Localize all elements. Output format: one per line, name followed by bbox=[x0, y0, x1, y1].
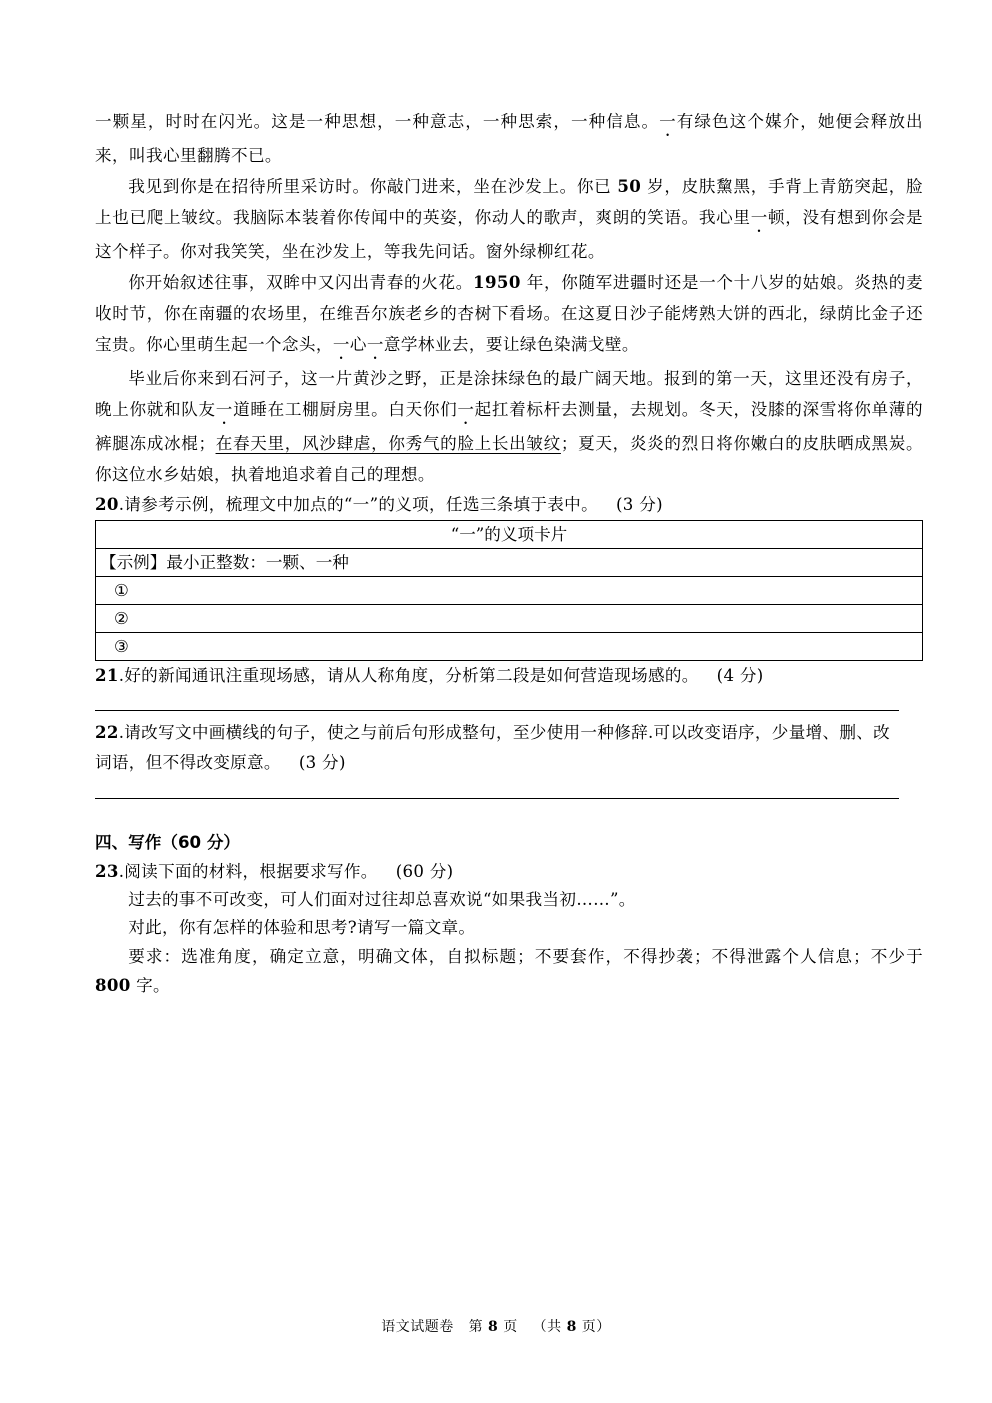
question-text: .阅读下面的材料，根据要求写作。 bbox=[118, 862, 378, 881]
footer-total-pre: （共 bbox=[532, 1319, 567, 1335]
question-text: .请改写文中画横线的句子，使之与前后句形成整句，至少使用一种修辞.可以改变语序，少量增、删、改词语，但不得改变原意。 bbox=[95, 723, 891, 772]
question-number: 20 bbox=[95, 494, 119, 514]
question-number: 22 bbox=[95, 722, 119, 742]
table-row bbox=[96, 633, 923, 661]
question-number: 23 bbox=[95, 861, 119, 881]
spacer bbox=[95, 799, 923, 829]
p3-text-d: 意学林业去，要让绿色染满戈壁。 bbox=[383, 335, 639, 354]
dotted-yi: 一 bbox=[457, 400, 475, 419]
p2-text-a: 我见到你是在招待所里采访时。你敲门进来，坐在沙发上。你已 bbox=[128, 177, 618, 196]
p1-text-a: 一颗星，时时在闪光。这是一种思想，一种意志，一种思索，一种信息。 bbox=[95, 112, 660, 131]
dotted-yi: 一 bbox=[215, 400, 234, 419]
question-21 bbox=[95, 661, 923, 690]
p4-text-d: ；夏天，炎炎的烈日将你嫩白的皮肤晒成黑炭。你这位水乡姑娘，执着地追求着自己的理想。 bbox=[95, 434, 923, 484]
p3-text-c: 心 bbox=[349, 335, 367, 354]
meaning-card-table bbox=[95, 520, 923, 661]
table-row bbox=[96, 549, 923, 577]
question-score: (60 分) bbox=[395, 862, 454, 881]
passage-paragraph-1 bbox=[95, 106, 923, 171]
material-line-2: 对此，你有怎样的体验和思考?请写一篇文章。 bbox=[128, 918, 476, 937]
p3-text-a: 你开始叙述往事，双眸中又闪出青春的火花。 bbox=[128, 273, 473, 292]
page-content bbox=[95, 106, 923, 1000]
page-footer bbox=[0, 1316, 992, 1336]
table-example-cell: 【示例】最小正整数：一颗、一种 bbox=[96, 549, 923, 577]
dotted-yi: 一 bbox=[659, 112, 677, 131]
p4-text-c: 起扛着标杆去测量，去规划。冬天，没膝的深雪将你单薄的裤腿冻成冰棍； bbox=[95, 400, 924, 453]
answer-line-21[interactable] bbox=[95, 710, 899, 711]
question-20 bbox=[95, 490, 923, 519]
table-header: “一”的义项卡片 bbox=[96, 521, 923, 549]
question-23 bbox=[95, 857, 923, 886]
section-title-writing: 四、写作（60 分） bbox=[95, 833, 241, 852]
dotted-yi: 一 bbox=[332, 335, 350, 354]
passage-paragraph-4 bbox=[95, 363, 923, 490]
answer-space bbox=[95, 690, 923, 710]
answer-cell-2[interactable]: ② bbox=[96, 605, 923, 633]
word-count: 800 bbox=[95, 975, 131, 995]
question-text: .请参考示例，梳理文中加点的“一”的义项，任选三条填于表中。 bbox=[118, 495, 598, 514]
underlined-sentence: 在春天里，风沙肆虐，你秀气的脸上长出皱纹 bbox=[215, 434, 561, 453]
answer-space bbox=[95, 778, 923, 798]
passage-paragraph-3 bbox=[95, 267, 923, 363]
dotted-yi: 一 bbox=[366, 335, 384, 354]
p3-year: 1950 bbox=[473, 272, 521, 292]
footer-subject: 语文试题卷 bbox=[381, 1319, 454, 1335]
question-22 bbox=[95, 717, 899, 778]
dotted-yi: 一 bbox=[750, 208, 768, 227]
answer-cell-1[interactable]: ① bbox=[96, 577, 923, 605]
table-row bbox=[96, 605, 923, 633]
table-row bbox=[96, 577, 923, 605]
p1-text-b: 有绿色这个媒介，她便会释放出来，叫我心里翻腾不已。 bbox=[95, 112, 923, 165]
p2-text-c: 顿，没有想到你会是这个样子。你对我笑笑，坐在沙发上，等我先问话。窗外绿柳红花。 bbox=[95, 208, 924, 261]
question-score: (3 分) bbox=[615, 495, 663, 514]
question-number: 21 bbox=[95, 665, 119, 685]
footer-total-post: 页） bbox=[576, 1319, 611, 1335]
p4-text-b: 道睡在工棚厨房里。白天你们 bbox=[233, 400, 458, 419]
p4-text-a: 毕业后你来到石河子，这一片黄沙之野，正是涂抹绿色的最广阔天地。报到的第一天，这里还没有房子，晚上你就和队友 bbox=[95, 369, 923, 419]
requirements-text: 要求：选准角度，确定立意，明确文体，自拟标题；不要套作，不得抄袭；不得泄露个人信息；不少于 bbox=[128, 947, 923, 966]
question-score: (3 分) bbox=[298, 753, 346, 772]
footer-page-post: 页 bbox=[498, 1319, 518, 1335]
question-text: .好的新闻通讯注重现场感，请从人称角度，分析第二段是如何营造现场感的。 bbox=[118, 666, 699, 685]
p2-text-b: 岁，皮肤黧黑，手背上青筋突起，脸上也已爬上皱纹。我脑际本装着你传闻中的英姿，你动人的歌声，爽朗的笑语。我心里 bbox=[95, 177, 923, 227]
requirements bbox=[95, 942, 923, 1000]
footer-total-number: 8 bbox=[566, 1319, 577, 1335]
question-score: (4 分) bbox=[716, 666, 764, 685]
material-line-1: 过去的事不可改变，可人们面对过往却总喜欢说“如果我当初……”。 bbox=[128, 890, 636, 909]
footer-page-number: 8 bbox=[488, 1319, 499, 1335]
table-header-row bbox=[96, 521, 923, 549]
answer-cell-3[interactable]: ③ bbox=[96, 633, 923, 661]
p2-age: 50 bbox=[617, 176, 642, 196]
footer-page-pre: 第 bbox=[468, 1319, 489, 1335]
passage-paragraph-2 bbox=[95, 171, 923, 267]
p3-text-b: 年，你随军进疆时还是一个十八岁的姑娘。炎热的麦收时节，你在南疆的农场里，在维吾尔族老乡的杏树下看场。在这夏日沙子能烤熟大饼的西北，绿荫比金子还宝贵。你心里萌生起一个念头， bbox=[95, 273, 924, 354]
requirements-tail: 字。 bbox=[130, 976, 170, 995]
